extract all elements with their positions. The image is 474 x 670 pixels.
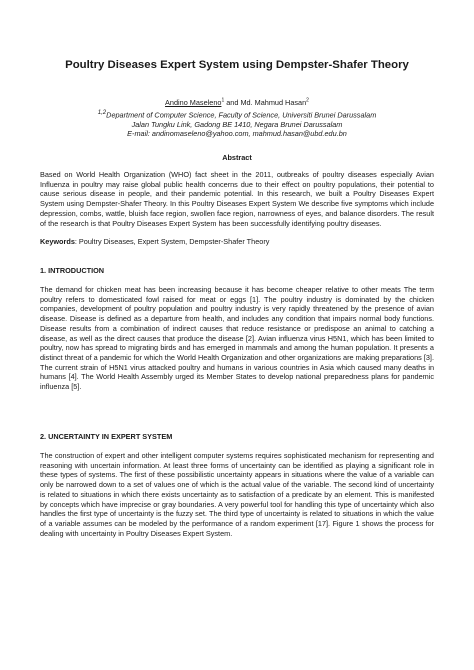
- affiliation-line-2: Jalan Tungku Link, Gadong BE 1410, Negara Brunei Darussalam: [131, 119, 343, 129]
- paper-title: Poultry Diseases Expert System using Dempster-Shafer Theory: [65, 59, 409, 71]
- author-2-name: and Md. Mahmud Hasan: [224, 98, 307, 107]
- author-2-superscript: 2: [306, 97, 309, 104]
- affiliation-department: Department of Computer Science, Faculty of Science, Universiti Brunei Darussalam: [106, 110, 377, 120]
- affiliation-superscript: 1,2: [97, 109, 107, 116]
- keywords-label: Keywords: [40, 237, 75, 246]
- keywords-line: [40, 237, 434, 247]
- author-1-name: Andino Maseleno: [165, 98, 222, 107]
- author-1-superscript: 1: [221, 97, 225, 104]
- affiliation-email: E-mail: andinomaseleno@yahoo.com, mahmud.hasan@ubd.edu.bn: [127, 129, 347, 139]
- section-1-heading: 1. INTRODUCTION: [40, 266, 105, 275]
- abstract-text: Based on World Health Organization (WHO) fact sheet in the 2011, outbreaks of poultry diseases especially Avian Influenza in poultry may raise global public health concerns due to their effect on poultry populations, their potential to cause serious disease in people, and their pandemic potential. In this research, we built a Poultry Diseases Expert System using Dempster-Shafer Theory. In this Poultry Diseases Expert System We describe five symptoms which include depression, combs, wattle, bluish face region, swollen face region, narrowness of eyes, and balance disorders. The result of the research is that Poultry Diseases Expert System has been successfully identifying poultry diseases.: [40, 170, 434, 228]
- affiliation-block: [40, 108, 434, 139]
- section-1-text: The demand for chicken meat has been increasing because it has become cheaper relative to other meats The term poultry refers to domesticated fowl raised for meat or eggs [1]. The poultry industry is dominated by the chicken companies, development of poultry population and poultry industry is very rapidly threatened by the presence of avian disease. Disease is defined as a departure from health, and includes any condition that impairs normal body functions. Disease results from a combination of indirect causes that reduce resistance or predispose an animal to catching a disease, as well as the direct causes that produce the disease [2]. Avian influenza virus H5N1, which has been limited to poultry, now has spread to migrating birds and has emerged in mammals and among the human population. It presents a distinct threat of a pandemic for which the World Health Organization and other organizations are making preparations [3]. The current strain of H5N1 virus attacked poultry and humans in various countries in Asia which caused many deaths in humans [4]. The World Health Assembly urged its Member States to develop national preparedness plans for pandemic influenza [5].: [40, 285, 434, 392]
- section-2-text: The construction of expert and other intelligent computer systems requires sophisticated mechanism for representing and reasoning with uncertain information. At least three forms of uncertainty can be identified as playing a significant role in these types of systems. The first of these possibilistic uncertainty appears in situations where the value of a variable can only be narrowed down to a set of values one of which is the actual value of the variable. The second kind of uncertainty is related to situations in which there exists uncertainty as to satisfaction of a predicate by an element. This is manifested by concepts which have imprecise or gray boundaries. A very powerful tool for handling this type of uncertainty which also handles the first type of uncertainty is the fuzzy set. The third type of uncertainty is related to situations in which the value of a variable assumes can be modeled by the performance of a random experiment [17]. Figure 1 shows the process for dealing with uncertainty in Poultry Diseases Expert System.: [40, 451, 434, 538]
- keywords-text: : Poultry Diseases, Expert System, Dempster-Shafer Theory: [74, 237, 270, 246]
- abstract-heading: Abstract: [222, 153, 252, 162]
- affiliation-line-1: [40, 108, 434, 120]
- author-line: [40, 98, 434, 108]
- section-2-heading: 2. UNCERTAINTY IN EXPERT SYSTEM: [40, 432, 173, 441]
